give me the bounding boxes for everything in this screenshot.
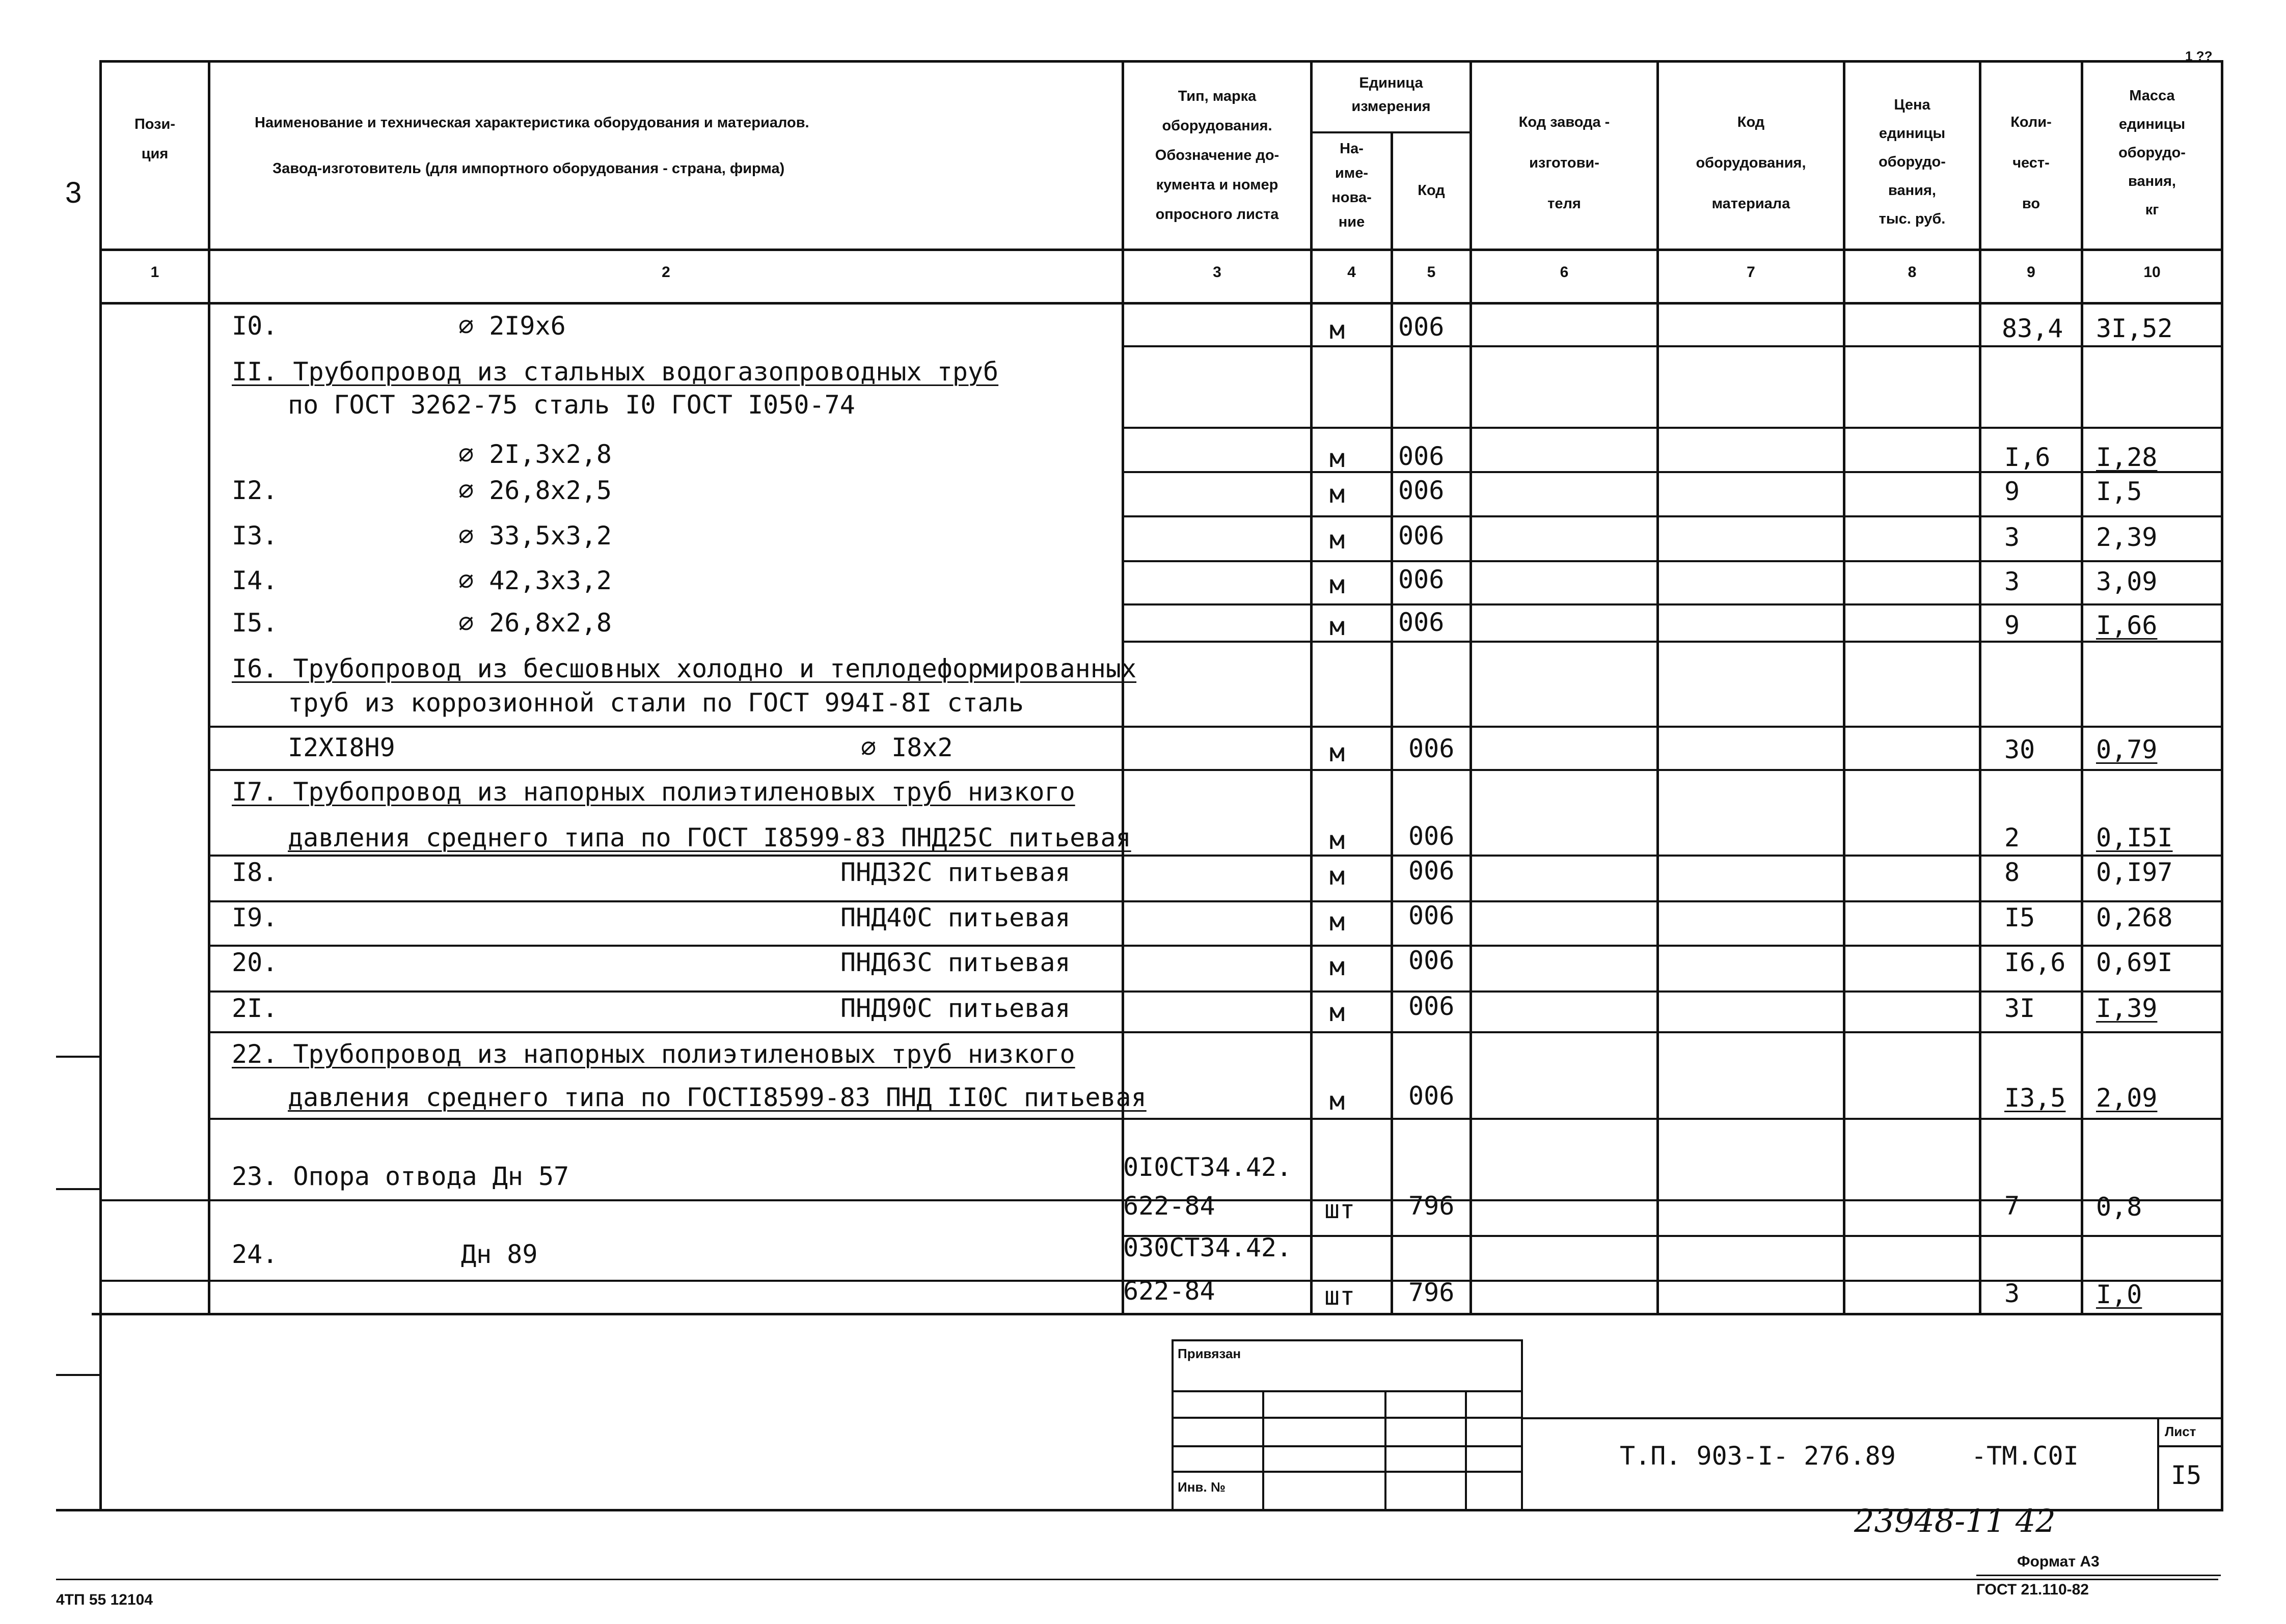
format-underline (1976, 1575, 2221, 1576)
mass: 0,I5I (2096, 823, 2173, 852)
mass: 3I,52 (2096, 314, 2173, 343)
row-line (208, 1031, 2223, 1033)
quantity: I5 (2004, 903, 2035, 932)
unit-name: м (1329, 952, 1345, 981)
mass: 2,39 (2096, 522, 2158, 552)
unit-name: м (1329, 1086, 1345, 1116)
row-line (208, 1118, 2223, 1120)
header-position: Пози- ция (134, 116, 176, 162)
item-description: по ГОСТ 3262-75 сталь I0 ГОСТ I050-74 (288, 390, 855, 420)
left-edge-mark: 3 (65, 176, 82, 209)
row-line (208, 726, 2223, 728)
unit-name: м (1329, 612, 1345, 641)
mass: 0,69I (2096, 948, 2173, 977)
colnum: 9 (2027, 264, 2035, 281)
quantity: 3 (2004, 567, 2020, 596)
row-line (208, 769, 2223, 771)
item-spec: ⌀ 26,8x2,5 (458, 476, 612, 505)
col-divider (1310, 60, 1313, 1315)
unit-name: шт (1324, 1281, 1355, 1311)
unit-name: м (1329, 525, 1345, 555)
unit-name: м (1329, 570, 1345, 599)
header-equipment-code: Код оборудования, материала (1696, 114, 1806, 212)
row-line (208, 900, 2223, 902)
item-spec: ⌀ 2I9x6 (458, 311, 566, 341)
margin-tick (56, 1056, 102, 1058)
item-description: I6. Трубопровод из бесшовных холодно и теплодеформированных (232, 654, 1137, 683)
quantity: 3I (2004, 994, 2035, 1023)
header-unit-code: Код (1418, 182, 1445, 199)
pos-cell: I0. (232, 311, 278, 341)
quantity: 30 (2004, 735, 2035, 764)
mass: I,5 (2096, 477, 2142, 506)
unit-code: 006 (1398, 312, 1445, 342)
row-line (208, 945, 2223, 947)
item-spec: ПНД90С питьевая (840, 994, 1071, 1023)
unit-code: 006 (1408, 734, 1455, 763)
quantity: 3 (2004, 522, 2020, 552)
item-spec: Дн 89 (461, 1240, 538, 1269)
row-line (1122, 515, 2223, 517)
unit-name: м (1329, 861, 1345, 891)
header-price: Цена единицы оборудо- вания, тыс. руб. (1879, 97, 1946, 227)
unit-name: м (1329, 444, 1345, 473)
mass: 0,268 (2096, 903, 2173, 932)
pos-cell: I9. (232, 903, 278, 932)
item-description: труб из коррозионной стали по ГОСТ 994I-8I сталь (288, 688, 1024, 718)
colnum: 8 (1908, 264, 1917, 281)
sheet-cell-divider (2157, 1417, 2159, 1509)
unit-code: 006 (1408, 992, 1455, 1021)
bottom-left-code: 4ТП 55 12104 (56, 1591, 153, 1608)
inv-no-label: Инв. № (1178, 1479, 1226, 1495)
type-cell: 622-84 (1123, 1191, 1215, 1221)
col-divider (1122, 60, 1124, 1315)
row-line (1122, 603, 2223, 605)
unit-name: м (1329, 479, 1345, 509)
row-line (1122, 560, 2223, 562)
quantity: 7 (2004, 1191, 2020, 1221)
item-description: давления среднего типа по ГОСТ I8599-83 ПНД25С питьевая (288, 823, 1131, 852)
quantity: 8 (2004, 858, 2020, 887)
unit-code: 006 (1398, 565, 1445, 594)
colnum: 1 (150, 264, 159, 281)
type-cell: 622-84 (1123, 1276, 1215, 1306)
header-name-line2: Завод-изготовитель (для импортного оборудования - страна, фирма) (273, 160, 785, 177)
sheet-number: I5 (2171, 1461, 2202, 1490)
unit-name: м (1329, 315, 1345, 345)
unit-code: 796 (1408, 1278, 1455, 1307)
drawing-section: -ТМ.С0I (1971, 1441, 2079, 1471)
pos-cell: I5. (232, 608, 278, 638)
quantity: 9 (2004, 477, 2020, 506)
header-unit-group: Единица измерения (1351, 75, 1431, 115)
unit-code: 006 (1408, 946, 1455, 975)
colnum-bottom-line (99, 302, 2223, 305)
pos-cell: 20. (232, 948, 278, 977)
quantity: I6,6 (2004, 948, 2066, 977)
sheet-cell-line (2157, 1445, 2223, 1447)
col-divider (1469, 60, 1472, 1315)
margin-tick (56, 1188, 102, 1190)
bottom-rule (56, 1579, 2218, 1580)
row-line (1122, 641, 2223, 643)
quantity: I3,5 (2004, 1083, 2066, 1113)
quantity: 83,4 (2002, 314, 2063, 343)
pos-cell: I2. (232, 476, 278, 505)
header-name-line1: Наименование и техническая характеристика оборудования и материалов. (255, 115, 809, 131)
mass: 0,8 (2096, 1192, 2142, 1222)
quantity: 2 (2004, 823, 2020, 852)
unit-code: 796 (1408, 1191, 1455, 1221)
mass: I,66 (2096, 611, 2158, 640)
gost-label: ГОСТ 21.110-82 (1976, 1581, 2089, 1598)
frame-right (2221, 60, 2223, 1511)
format-label: Формат А3 (2017, 1553, 2100, 1570)
colnum: 3 (1213, 264, 1221, 281)
col-divider (1656, 60, 1659, 1315)
pos-cell: I8. (232, 858, 278, 887)
colnum: 4 (1347, 264, 1356, 281)
sheet-label: Лист (2165, 1424, 2196, 1439)
row-line (208, 855, 2223, 857)
mass: 0,I97 (2096, 858, 2173, 887)
item-description: 22. Трубопровод из напорных полиэтиленовых труб низкого (232, 1039, 1075, 1069)
titleblock-top (1521, 1417, 2223, 1419)
quantity: 9 (2004, 611, 2020, 640)
quantity: 3 (2004, 1279, 2020, 1308)
item-spec: ПНД40С питьевая (840, 903, 1071, 932)
row-line (208, 990, 2223, 993)
header-quantity: Коли- чест- во (2010, 114, 2052, 212)
unit-code: 006 (1398, 608, 1445, 637)
mass: I,39 (2096, 994, 2158, 1023)
unit-name: м (1329, 825, 1345, 855)
colnum: 7 (1747, 264, 1755, 281)
header-unit-name: На- име- нова- ние (1331, 141, 1372, 230)
type-cell: 0I0СТ34.42. (1123, 1152, 1292, 1182)
unit-code: 006 (1398, 476, 1445, 505)
row-line (1122, 427, 2223, 429)
unit-name: м (1329, 738, 1345, 767)
drawing-designation: Т.П. 903-I- 276.89 (1620, 1441, 1896, 1471)
mass: I,28 (2096, 443, 2158, 472)
col-divider (1391, 131, 1393, 1315)
colnum: 6 (1560, 264, 1569, 281)
item-spec: ⌀ 2I,3x2,8 (458, 439, 612, 469)
row-line (1122, 471, 2223, 473)
pos-cell: I4. (232, 566, 278, 595)
item-spec: ⌀ 26,8x2,8 (458, 608, 612, 638)
unit-name: м (1329, 907, 1345, 937)
col-divider (208, 60, 210, 1315)
colnum: 5 (1427, 264, 1436, 281)
col-divider (2081, 60, 2083, 1315)
unit-code: 006 (1408, 901, 1455, 930)
quantity: I,6 (2004, 443, 2051, 472)
unit-code: 006 (1408, 856, 1455, 886)
item-spec: ПНД32С питьевая (840, 858, 1071, 887)
mass: 3,09 (2096, 567, 2158, 596)
unit-code: 006 (1408, 1081, 1455, 1111)
unit-name: шт (1324, 1195, 1355, 1224)
frame-top (99, 60, 2223, 63)
colnum: 2 (662, 264, 670, 281)
colnum: 10 (2143, 264, 2161, 281)
item-description: 23. Опора отвода Дн 57 (232, 1162, 569, 1191)
item-spec: ⌀ 33,5x3,2 (458, 521, 612, 550)
mass: 2,09 (2096, 1083, 2158, 1113)
handwritten-number: 23948-11 42 (1854, 1502, 2056, 1539)
unit-group-line (1310, 131, 1472, 133)
unit-code: 006 (1408, 821, 1455, 851)
mass: 0,79 (2096, 735, 2158, 764)
col-divider (1843, 60, 1845, 1315)
pos-cell: 24. (232, 1240, 278, 1269)
item-spec: ⌀ 42,3x3,2 (458, 566, 612, 595)
header-bottom-line (99, 249, 2223, 251)
item-description: давления среднего типа по ГОСТI8599-83 ПНД II0С питьевая (288, 1083, 1147, 1112)
pos-cell: 2I. (232, 994, 278, 1023)
item-description: I7. Трубопровод из напорных полиэтиленовых труб низкого (232, 777, 1075, 807)
item-spec: ⌀ I8x2 (861, 733, 953, 762)
margin-tick (56, 1374, 102, 1376)
unit-name: м (1329, 998, 1345, 1027)
top-right-mark: 1 ?? (2185, 48, 2213, 64)
mass: I,0 (2096, 1280, 2142, 1309)
pos-cell: I3. (232, 521, 278, 550)
unit-code: 006 (1398, 521, 1445, 550)
item-spec: ПНД63С питьевая (840, 948, 1071, 977)
col-divider (1979, 60, 1981, 1315)
item-spec: I2XI8H9 (288, 733, 395, 762)
header-factory-code: Код завода - изготови- теля (1518, 114, 1610, 212)
privyazan-label: Привязан (1178, 1346, 1241, 1361)
header-mass: Масса единицы оборудо- вания, кг (2118, 88, 2186, 218)
header-type: Тип, марка оборудования. Обозначение до- кумента и номер опросного листа (1155, 88, 1280, 223)
row-line (1122, 345, 2223, 347)
table-bottom-line (92, 1313, 2223, 1315)
item-description: II. Трубопровод из стальных водогазопроводных труб (232, 357, 999, 387)
type-cell: 030СТ34.42. (1123, 1233, 1292, 1262)
unit-code: 006 (1398, 442, 1445, 471)
